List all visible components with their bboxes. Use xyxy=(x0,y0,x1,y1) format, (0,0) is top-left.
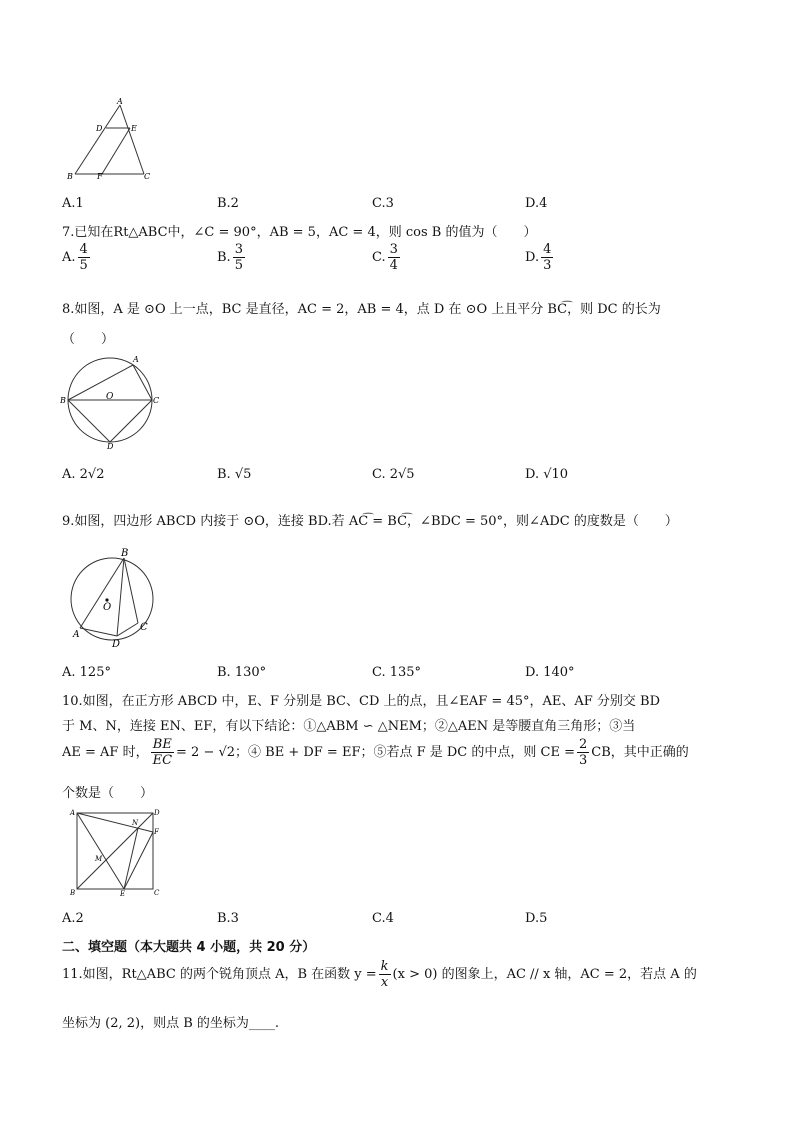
fraction-numerator: 2 xyxy=(578,737,588,752)
q6-label-b: B xyxy=(67,172,73,181)
q8-question-line1: 8.如图，A 是 ⊙O 上一点，BC 是直径，AC = 2，AB = 4，点 D 在 ⊙O 上且平分 BC͡，则 DC 的长为 xyxy=(62,302,661,317)
q9-option-d[interactable]: D. 140° xyxy=(525,665,575,680)
q9-label-c: C xyxy=(140,622,148,633)
q10-square-figure xyxy=(68,806,164,898)
q11-k-over-x-fraction xyxy=(379,960,391,989)
q9-option-a[interactable]: A. 125° xyxy=(62,665,111,680)
q8-option-a[interactable]: A. 2√2 xyxy=(62,467,105,482)
q10-label-d: D xyxy=(154,809,160,817)
q10-option-d[interactable]: D.5 xyxy=(525,911,548,926)
q8-label-o: O xyxy=(106,392,114,402)
q10-question-line2: 于 M、N，连接 EN、EF，有以下结论：①△ABM ∽ △NEM；②△AEN 是等腰直角三角形；③当 xyxy=(62,719,636,734)
q10-line3-part2: = 2 − √2；④ BE + DF = EF；⑤若点 F 是 DC 的中点，则 CE = xyxy=(176,745,575,760)
q7-option-d-label: D. xyxy=(525,250,540,265)
fraction-numerator: k xyxy=(380,959,389,974)
q7-option-a-fraction xyxy=(78,243,90,272)
q6-label-c: C xyxy=(144,172,151,181)
q10-option-b[interactable]: B.3 xyxy=(217,911,239,926)
q9-option-b[interactable]: B. 130° xyxy=(217,665,267,680)
q10-line3-part1: AE = AF 时， xyxy=(62,745,149,760)
q10-label-e: E xyxy=(120,890,126,898)
fraction-denominator: 3 xyxy=(578,753,588,768)
q9-label-b: B xyxy=(121,548,129,559)
q7-question: 7.已知在Rt△ABC中，∠C = 90°，AB = 5，AC = 4，则 cos B 的值为（ ） xyxy=(62,225,537,240)
q9-option-c[interactable]: C. 135° xyxy=(372,665,422,680)
fraction-numerator: BE xyxy=(151,738,174,753)
q11-line1-part1: 11.如图，Rt△ABC 的两个锐角顶点 A，B 在函数 y = xyxy=(62,967,377,982)
q6-label-f: F xyxy=(97,172,103,181)
fraction-numerator: 3 xyxy=(234,242,243,257)
q7-option-d-fraction xyxy=(541,243,553,272)
fraction-numerator: 4 xyxy=(543,242,552,257)
q10-label-n: N xyxy=(132,819,139,827)
q7-option-c[interactable] xyxy=(372,243,402,272)
q8-label-d: D xyxy=(107,442,114,450)
q6-option-b[interactable]: B.2 xyxy=(217,196,239,211)
q7-option-d[interactable] xyxy=(525,243,555,272)
fraction-denominator: 4 xyxy=(389,258,398,273)
fraction-denominator: 5 xyxy=(79,258,88,273)
q8-option-d[interactable]: D. √10 xyxy=(525,467,569,482)
q10-label-m: M xyxy=(95,855,103,863)
q6-option-d[interactable]: D.4 xyxy=(525,196,548,211)
q9-label-a: A xyxy=(73,630,80,640)
q8-circle-figure xyxy=(60,350,164,450)
q11-question-line1 xyxy=(62,960,697,989)
q10-line3-part3: CB，其中正确的 xyxy=(591,745,689,760)
section-heading: 二、填空题（本大题共 4 小题，共 20 分） xyxy=(62,940,316,955)
q6-triangle-figure xyxy=(60,96,160,182)
q10-question-line3 xyxy=(62,738,689,767)
q10-question-line1: 10.如图，在正方形 ABCD 中，E、F 分别是 BC、CD 上的点，且∠EAF = 45°，AE、AF 分别交 BD xyxy=(62,694,661,709)
q9-circle-figure xyxy=(62,548,162,648)
q10-label-c: C xyxy=(154,889,160,897)
fraction-numerator: 4 xyxy=(79,242,88,257)
q10-ce-fraction xyxy=(577,738,589,767)
q10-label-a: A xyxy=(70,809,76,817)
q11-question-line2: 坐标为 (2, 2)，则点 B 的坐标为____. xyxy=(62,1016,280,1031)
q7-option-c-label: C. xyxy=(372,250,386,265)
q10-label-f: F xyxy=(154,828,159,836)
fraction-denominator: 3 xyxy=(543,258,552,273)
q9-label-o: O xyxy=(103,602,112,613)
fraction-denominator: EC xyxy=(152,753,173,768)
q8-option-c[interactable]: C. 2√5 xyxy=(372,467,415,482)
q11-line1-part2: (x > 0) 的图象上，AC // x 轴，AC = 2，若点 A 的 xyxy=(392,967,697,982)
q10-question-line4: 个数是（ ） xyxy=(62,786,154,801)
q7-option-b-label: B. xyxy=(217,250,231,265)
q7-option-a-label: A. xyxy=(62,250,76,265)
q7-option-b[interactable] xyxy=(217,243,247,272)
q9-question: 9.如图，四边形 ABCD 内接于 ⊙O，连接 BD.若 AC͡ = BC͡，∠BDC = 50°，则∠ADC 的度数是（ ） xyxy=(62,514,678,529)
q10-option-c[interactable]: C.4 xyxy=(372,911,394,926)
q6-label-a: A xyxy=(117,97,123,106)
q7-option-c-fraction xyxy=(388,243,400,272)
fraction-numerator: 3 xyxy=(389,242,398,257)
q6-label-e: E xyxy=(131,124,137,133)
q8-label-b: B xyxy=(60,396,66,405)
q6-option-c[interactable]: C.3 xyxy=(372,196,394,211)
q10-be-ec-fraction xyxy=(151,738,174,767)
q9-label-d: D xyxy=(112,639,121,648)
q6-option-a[interactable]: A.1 xyxy=(62,196,84,211)
q10-option-a[interactable]: A.2 xyxy=(62,911,84,926)
q10-label-b: B xyxy=(70,889,76,897)
q8-label-c: C xyxy=(153,396,160,405)
fraction-denominator: x xyxy=(380,975,389,990)
q6-label-d: D xyxy=(96,124,103,133)
fraction-denominator: 5 xyxy=(234,258,243,273)
q7-option-a[interactable] xyxy=(62,243,92,272)
q8-label-a: A xyxy=(133,355,139,364)
q8-question-line2: （ ） xyxy=(62,332,115,347)
q7-option-b-fraction xyxy=(233,243,245,272)
q8-option-b[interactable]: B. √5 xyxy=(217,467,252,482)
